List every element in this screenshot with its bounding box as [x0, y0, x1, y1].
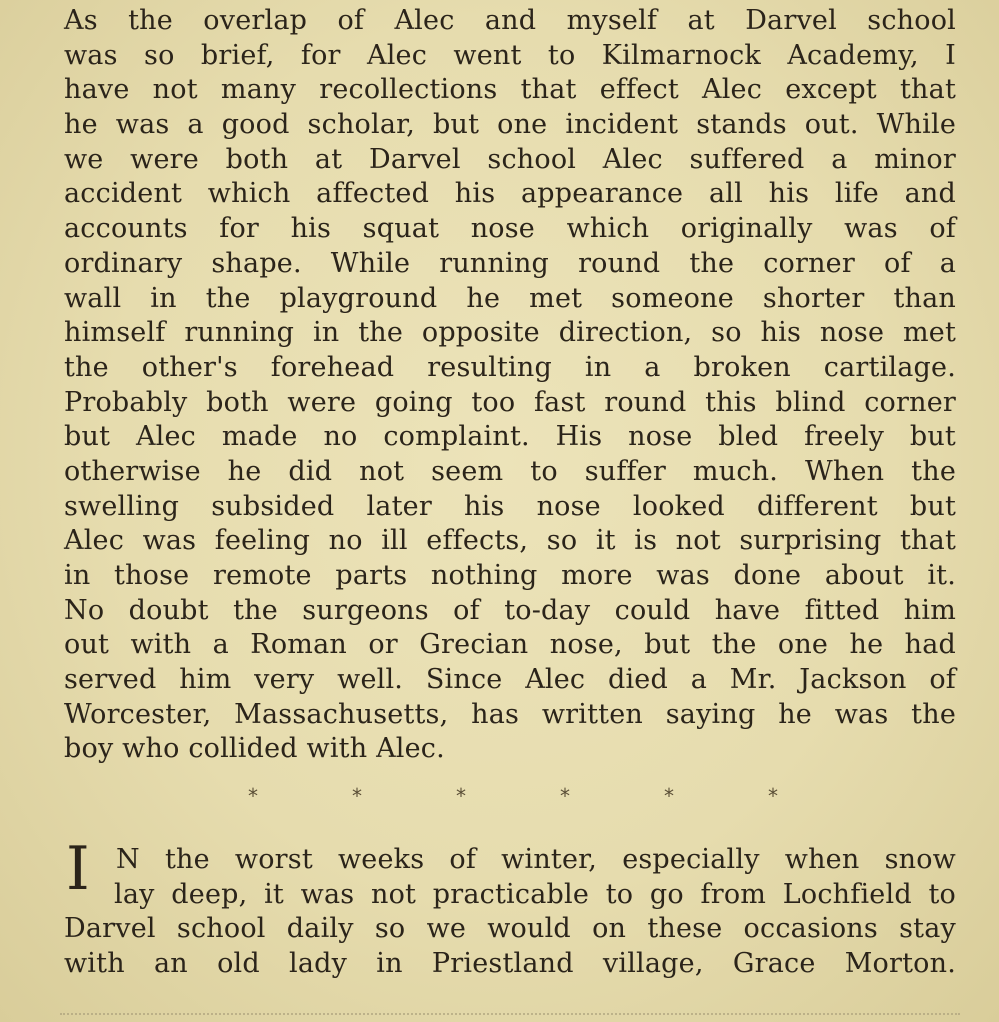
text-line: but Alec made no complaint. His nose bled freely but	[64, 421, 956, 453]
text-line: otherwise he did not seem to suffer much. When the	[64, 455, 956, 487]
text-line: Alec was feeling no ill effects, so it is not surprising that	[64, 525, 956, 557]
drop-cap: I	[66, 834, 90, 904]
page-bottom-rule	[60, 1013, 960, 1015]
text-line: swelling subsided later his nose looked different but	[64, 490, 956, 522]
separator-star: *	[352, 784, 362, 808]
text-line: served him very well. Since Alec died a Mr. Jackson of	[64, 664, 956, 696]
text-line: ordinary shape. While running round the corner of a	[64, 247, 956, 279]
text-line: himself running in the opposite direction, so his nose met	[64, 317, 956, 349]
text-line: was so brief, for Alec went to Kilmarnock Academy, I	[64, 39, 956, 71]
text-line: accounts for his squat nose which originally was of	[64, 213, 956, 245]
separator-star: *	[664, 784, 674, 808]
text-line: we were both at Darvel school Alec suffered a minor	[64, 143, 956, 175]
text-line: Probably both were going too fast round this blind corner	[64, 386, 956, 418]
text-line: boy who collided with Alec.	[64, 733, 445, 765]
separator-star: *	[768, 784, 778, 808]
text-line: he was a good scholar, but one incident stands out. While	[64, 109, 956, 141]
separator-star: *	[456, 784, 466, 808]
text-line: No doubt the surgeons of to-day could have fitted him	[64, 594, 956, 626]
text-line: in those remote parts nothing more was done about it.	[64, 560, 956, 591]
text-line: have not many recollections that effect Alec except that	[64, 74, 956, 106]
paragraph-alec-nose	[64, 4, 956, 767]
text-line: N the worst weeks of winter, especially when snow	[116, 844, 956, 875]
text-line: out with a Roman or Grecian nose, but the one he had	[64, 629, 956, 661]
text-line: lay deep, it was not practicable to go from Lochfield to	[114, 878, 956, 910]
text-line: As the overlap of Alec and myself at Darvel school	[64, 5, 956, 36]
text-line: Darvel school daily so we would on these occasions stay	[64, 913, 956, 945]
paragraph-winter-stay	[64, 843, 956, 982]
text-line: with an old lady in Priestland village, Grace Morton.	[64, 948, 956, 980]
text-line: accident which affected his appearance all his life and	[64, 178, 956, 210]
section-separator	[248, 784, 778, 808]
text-line: Worcester, Massachusetts, has written saying he was the	[64, 698, 956, 730]
separator-star: *	[248, 784, 258, 808]
text-line: wall in the playground he met someone shorter than	[64, 282, 956, 314]
separator-star: *	[560, 784, 570, 808]
text-line: the other's forehead resulting in a broken cartilage.	[64, 351, 956, 383]
